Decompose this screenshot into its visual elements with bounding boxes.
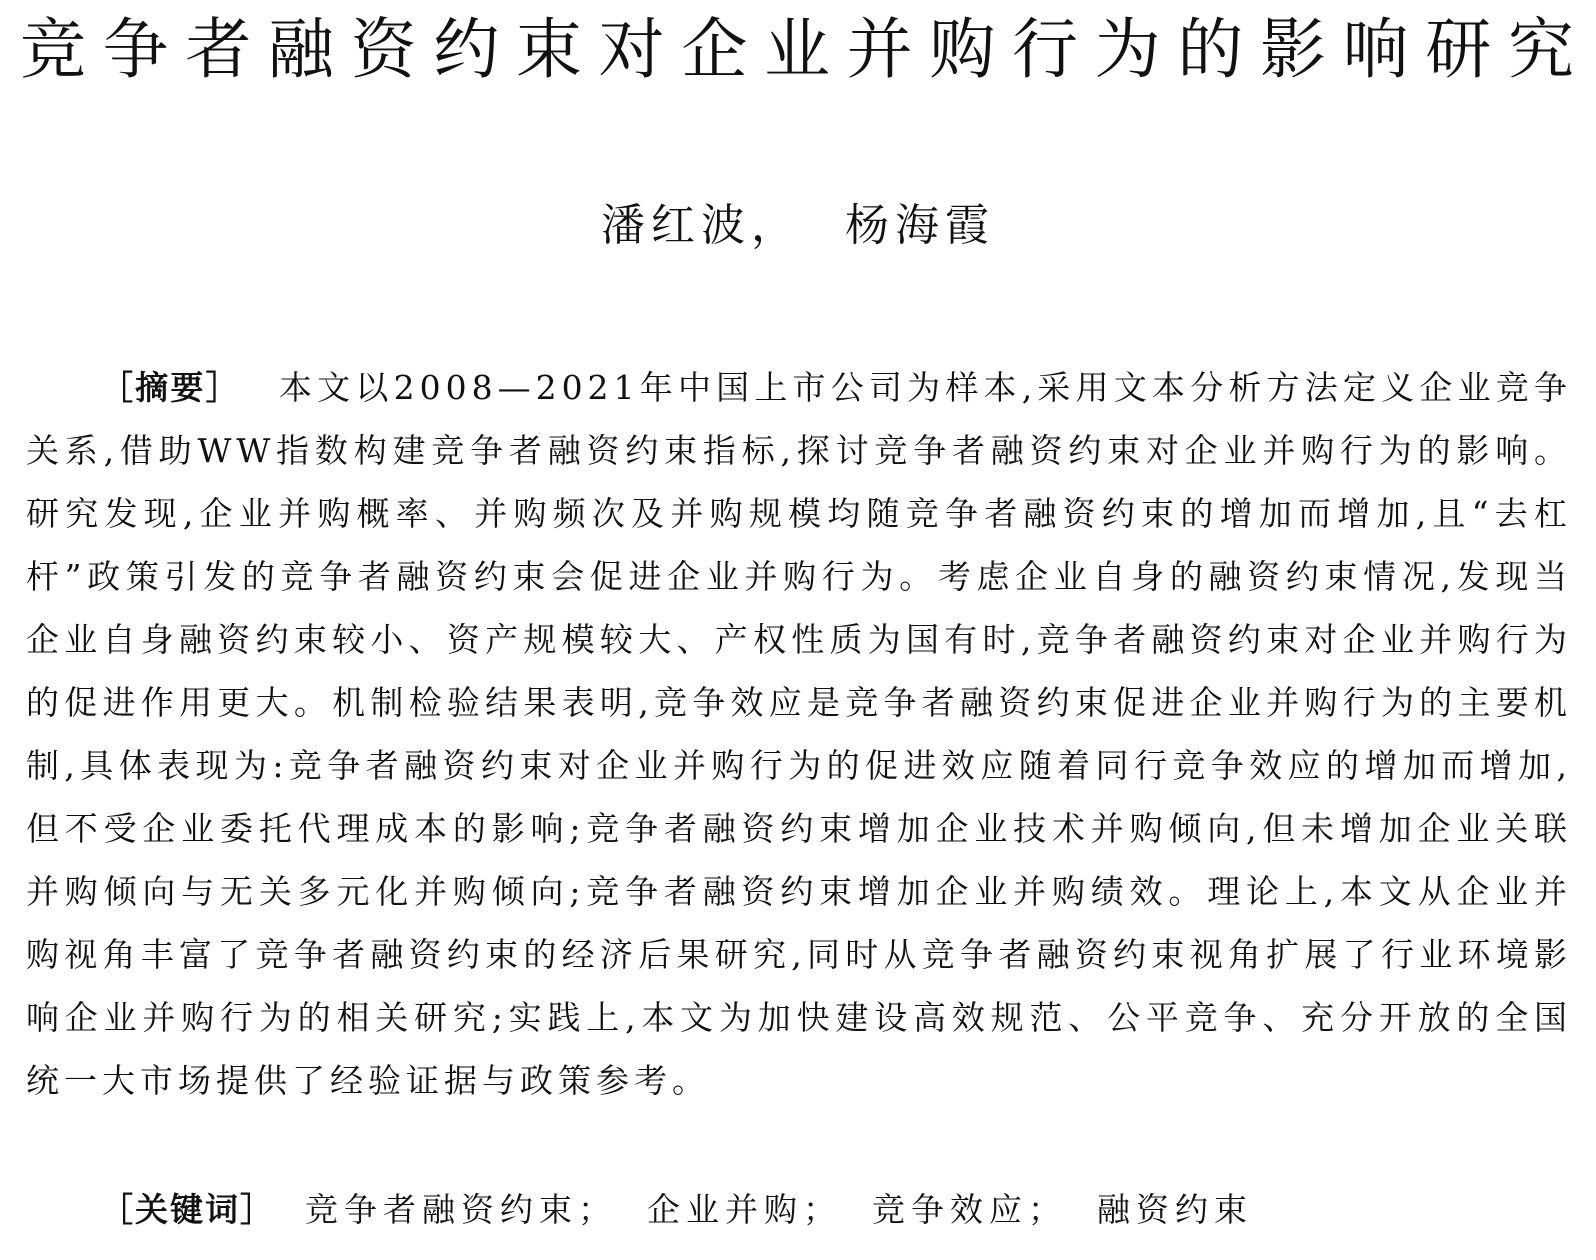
keyword-list: [305, 1180, 1253, 1240]
keyword: 竞争效应；: [872, 1190, 1067, 1229]
abstract-label: ［摘要］: [100, 368, 241, 407]
paper-title: 竞争者融资约束对企业并购行为的影响研究: [20, 11, 1576, 88]
abstract: [26, 356, 1572, 1112]
author-name: 潘红波: [601, 200, 751, 251]
keyword: 企业并购；: [647, 1190, 842, 1229]
author-separator: ，: [751, 200, 801, 251]
keyword: 融资约束: [1097, 1190, 1253, 1229]
abstract-text: 本文以2008—2021年中国上市公司为样本,采用文本分析方法定义企业竞争关系,借助WW指数构建竞争者融资约束指标,探讨竞争者融资约束对企业并购行为的影响。研究发现,企业并购概率、并购频次及并购规模均随竞争者融资约束的增加而增加,且“去杠杆”政策引发的竞争者融资约束会促进企业并购行为。考虑企业自身的融资约束情况,发现当企业自身融资约束较小、资产规模较大、产权性质为国有时,竞争者融资约束对企业并购行为的促进作用更大。机制检验结果表明,竞争效应是竞争者融资约束促进企业并购行为的主要机制,具体表现为:竞争者融资约束对企业并购行为的促进效应随着同行竞争效应的增加而增加,但不受企业委托代理成本的影响;竞争者融资约束增加企业技术并购倾向,但未增加企业关联并购倾向与无关多元化并购倾向;竞争者融资约束增加企业并购绩效。理论上,本文从企业并购视角丰富了竞争者融资约束的经济后果研究,同时从竞争者融资约束视角扩展了行业环境影响企业并购行为的相关研究;实践上,本文为加快建设高效规范、公平竞争、充分开放的全国统一大市场提供了经验证据与政策参考。: [26, 368, 1572, 1100]
keyword: 竞争者融资约束；: [305, 1190, 617, 1229]
keywords-label: ［关键词］: [100, 1190, 275, 1229]
author-name: 杨海霞: [845, 200, 995, 251]
keywords: [100, 1180, 1560, 1240]
author-line: [0, 196, 1596, 256]
